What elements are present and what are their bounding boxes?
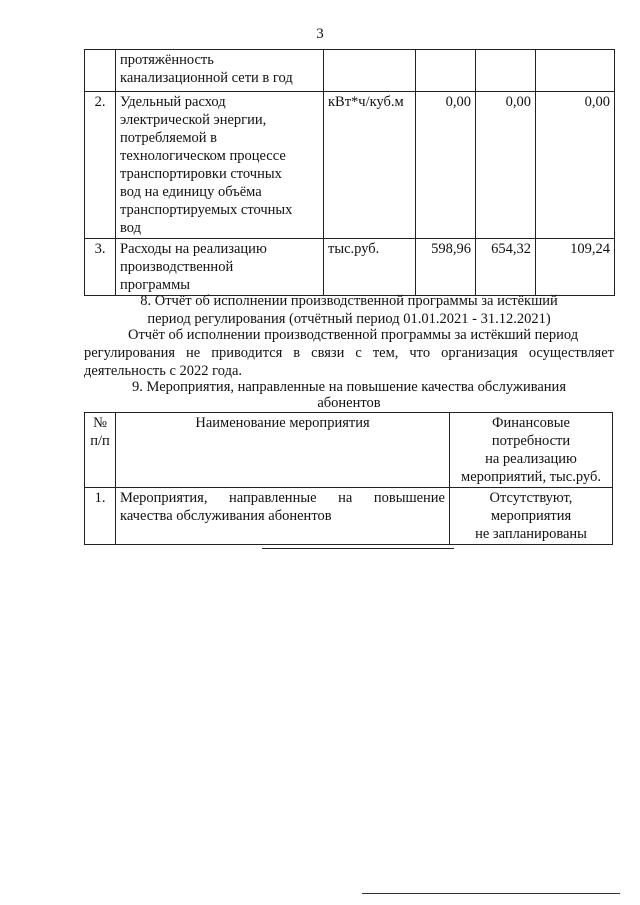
indicator-name-line: транспортируемых сточных	[120, 202, 293, 218]
row-number: 1.	[85, 488, 116, 545]
header-fin-line: мероприятий, тыс.руб.	[461, 469, 601, 485]
table-header-row	[85, 413, 613, 488]
header-financial-needs	[450, 413, 613, 488]
indicator-name-line: протяжённость	[120, 52, 214, 68]
header-measure-name: Наименование мероприятия	[116, 413, 450, 488]
value-cell	[416, 50, 476, 92]
section-8-paragraph-line: деятельность с 2022 года.	[84, 363, 243, 379]
indicator-name-line: вод	[120, 220, 141, 236]
header-number-line: №	[93, 415, 107, 431]
value-cell: 0,00	[536, 92, 615, 239]
value-cell: 598,96	[416, 239, 476, 296]
indicator-name-line: программы	[120, 277, 190, 293]
separator-line	[262, 548, 454, 549]
section-8-title-line: период регулирования (отчётный период 01.01.2021 - 31.12.2021)	[147, 311, 551, 327]
table-row	[85, 488, 613, 545]
header-fin-line: потребности	[491, 433, 571, 449]
row-number	[85, 50, 116, 92]
section-9-title-line: 9. Мероприятия, направленные на повышение качества обслуживания	[132, 379, 566, 395]
value-cell	[536, 50, 615, 92]
value-cell	[476, 50, 536, 92]
indicator-name-line: Расходы на реализацию	[120, 241, 267, 257]
indicator-name-line: Удельный расход	[120, 94, 226, 110]
indicator-name-line: потребляемой в	[120, 130, 218, 146]
footer-line	[362, 893, 620, 894]
page-number: 3	[316, 26, 324, 42]
table-row	[85, 50, 615, 92]
indicator-name-line: производственной	[120, 259, 234, 275]
unit-cell	[324, 50, 416, 92]
unit-cell: тыс.руб.	[324, 239, 416, 296]
measures-table	[84, 412, 613, 545]
row-number: 3.	[85, 239, 116, 296]
unit-cell: кВт*ч/куб.м	[324, 92, 416, 239]
section-8-paragraph-line: Отчёт об исполнении производственной программы за истёкший период	[128, 327, 579, 343]
value-cell: 654,32	[476, 239, 536, 296]
header-fin-line: на реализацию	[485, 451, 577, 467]
measure-name: Мероприятия, направленные на повышение качества обслуживания абонентов	[116, 488, 450, 545]
table-row	[85, 239, 615, 296]
value-cell: 0,00	[416, 92, 476, 239]
header-number	[85, 413, 116, 488]
indicator-name-line: канализационной сети в год	[120, 70, 293, 86]
indicator-name-line: вод на единицу объёма	[120, 184, 262, 200]
indicator-name-line: технологическом процессе	[120, 148, 286, 164]
indicator-name-line: транспортировки сточных	[120, 166, 282, 182]
indicator-name	[116, 92, 324, 239]
value-cell: 0,00	[476, 92, 536, 239]
indicator-name	[116, 50, 324, 92]
indicator-name	[116, 239, 324, 296]
header-fin-line: Финансовые	[492, 415, 570, 431]
fin-line: мероприятия	[490, 508, 572, 524]
fin-line: Отсутствуют,	[489, 490, 573, 506]
section-8-paragraph-line: регулирования не приводится в связи с тем, что организация осуществляет	[84, 345, 614, 361]
section-9-title-line: абонентов	[317, 395, 381, 411]
indicators-table	[84, 49, 615, 296]
row-number: 2.	[85, 92, 116, 239]
indicator-name-line: электрической энергии,	[120, 112, 267, 128]
section-8-title-line: 8. Отчёт об исполнении производственной программы за истёкший	[140, 293, 558, 309]
table-row	[85, 92, 615, 239]
value-cell: 109,24	[536, 239, 615, 296]
fin-line: не запланированы	[475, 526, 587, 542]
header-number-line: п/п	[90, 433, 110, 449]
financial-needs	[450, 488, 613, 545]
